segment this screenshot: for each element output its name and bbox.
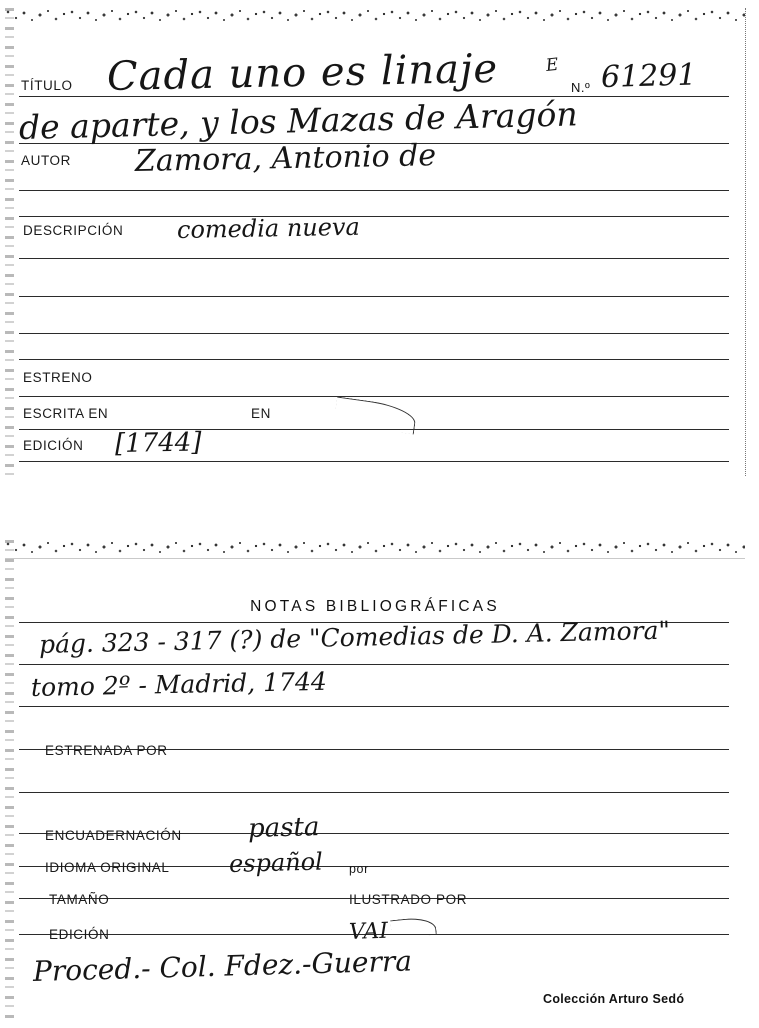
label-numero: N.º — [571, 80, 591, 95]
scan-edge-left — [5, 8, 14, 476]
value-notas-line1: pág. 323 - 317 (?) de "Comedias de D. A. Zamora" — [38, 615, 671, 659]
label-estreno: ESTRENO — [23, 370, 93, 385]
form-rule — [19, 664, 729, 665]
scan-noise-band-top — [5, 8, 745, 26]
form-rule — [19, 792, 729, 793]
collection-credit: Colección Arturo Sedó — [543, 992, 685, 1006]
value-descripcion: comedia nueva — [176, 212, 361, 244]
value-numero-prefix: E — [544, 54, 560, 76]
notas-bibliograficas-title: NOTAS BIBLIOGRÁFICAS — [250, 598, 500, 615]
catalog-card-back — [5, 540, 745, 1024]
form-rule — [19, 396, 729, 397]
label-titulo: TÍTULO — [21, 78, 73, 93]
label-tamano: TAMAÑO — [49, 892, 110, 907]
label-autor: AUTOR — [21, 153, 72, 168]
value-edicion: [1744] — [114, 427, 202, 459]
form-rule — [19, 216, 729, 217]
catalog-card-front — [5, 8, 746, 476]
scan-noise-band-bottom — [5, 540, 745, 558]
label-descripcion: DESCRIPCIÓN — [23, 223, 124, 238]
label-edicion-2: EDICIÓN — [49, 927, 110, 942]
value-idioma-original: español — [228, 847, 324, 878]
label-encuadernacion: ENCUADERNACIÓN — [45, 828, 182, 843]
form-rule — [19, 706, 729, 707]
value-procedencia: Proced.- Col. Fdez.-Guerra — [32, 944, 413, 988]
value-numero: 61291 — [600, 57, 697, 95]
form-rule — [19, 258, 729, 259]
label-idioma-original: IDIOMA ORIGINAL — [45, 860, 170, 875]
value-titulo-line1: Cada uno es linaje — [106, 45, 499, 100]
pen-arc — [390, 916, 437, 940]
value-encuadernacion: pasta — [247, 812, 320, 844]
label-por: por — [349, 862, 369, 876]
form-rule — [19, 359, 729, 360]
value-autor: Zamora, Antonio de — [134, 138, 437, 179]
form-rule — [19, 296, 729, 297]
form-rule — [19, 461, 729, 462]
label-ilustrado-por: ILUSTRADO POR — [349, 892, 468, 907]
form-rule — [19, 333, 729, 334]
label-edicion: EDICIÓN — [23, 438, 84, 453]
value-notas-line2: tomo 2º - Madrid, 1744 — [30, 666, 328, 702]
label-estrenada-por: ESTRENADA POR — [45, 743, 168, 758]
label-en: EN — [251, 406, 271, 421]
form-rule — [19, 190, 729, 191]
label-escrita-en: ESCRITA EN — [23, 406, 109, 421]
value-edicion-2: VAI — [348, 918, 389, 945]
value-titulo-line2: de aparte, y los Mazas de Aragón — [18, 94, 579, 147]
